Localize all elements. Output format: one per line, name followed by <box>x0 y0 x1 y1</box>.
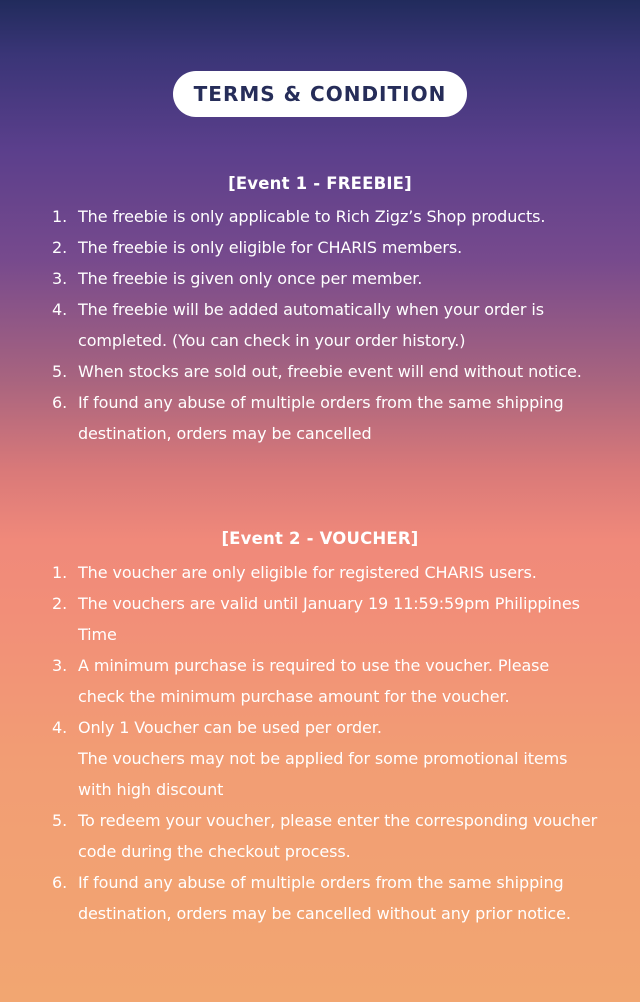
item-text: The vouchers are valid until January 19 11:59:59pm Philippines Time <box>78 594 580 644</box>
item-text: If found any abuse of multiple orders from the same shipping destination, orders may be cancelled <box>78 393 564 443</box>
list-item <box>0 356 600 387</box>
item-text: When stocks are sold out, freebie event will end without notice. <box>78 362 582 381</box>
item-number: 4. <box>52 718 68 737</box>
item-text: The freebie is only eligible for CHARIS members. <box>78 238 463 257</box>
item-number: 5. <box>52 362 68 381</box>
item-text: The freebie is given only once per member. <box>78 269 423 288</box>
list-item <box>0 557 600 588</box>
item-text: If found any abuse of multiple orders from the same shipping destination, orders may be cancelled without any prior notice. <box>78 873 571 923</box>
event1-title: [Event 1 - FREEBIE] <box>228 174 412 193</box>
item-text: Only 1 Voucher can be used per order. <box>78 718 382 737</box>
list-item <box>0 588 600 650</box>
list-item <box>0 805 600 867</box>
item-number: 2. <box>52 238 68 257</box>
item-number: 2. <box>52 594 68 613</box>
item-text: A minimum purchase is required to use the voucher. Please check the minimum purchase amount for the voucher. <box>78 656 550 706</box>
item-number: 4. <box>52 300 68 319</box>
item-number: 6. <box>52 873 68 892</box>
item-number: 3. <box>52 269 68 288</box>
event2-title: [Event 2 - VOUCHER] <box>221 529 419 548</box>
item-text: The voucher are only eligible for registered CHARIS users. <box>78 563 537 582</box>
list-item <box>0 387 600 449</box>
list-item <box>0 712 600 805</box>
event2-list <box>0 557 600 929</box>
item-text: To redeem your voucher, please enter the corresponding voucher code during the checkout process. <box>78 811 598 861</box>
item-number: 1. <box>52 207 68 226</box>
item-number: 5. <box>52 811 68 830</box>
list-item <box>0 867 600 929</box>
item-extra-text: The vouchers may not be applied for some promotional items with high discount <box>78 749 568 799</box>
page-title: TERMS & CONDITION <box>193 82 447 106</box>
item-number: 3. <box>52 656 68 675</box>
list-item <box>0 650 600 712</box>
event1-list <box>0 201 600 449</box>
list-item <box>0 232 600 263</box>
terms-header-badge <box>173 71 467 117</box>
item-text: The freebie is only applicable to Rich Zigz’s Shop products. <box>78 207 546 226</box>
list-item <box>0 294 600 356</box>
item-number: 1. <box>52 563 68 582</box>
item-text: The freebie will be added automatically when your order is completed. (You can check in your order history.) <box>78 300 544 350</box>
list-item <box>0 263 600 294</box>
list-item <box>0 201 600 232</box>
item-number: 6. <box>52 393 68 412</box>
